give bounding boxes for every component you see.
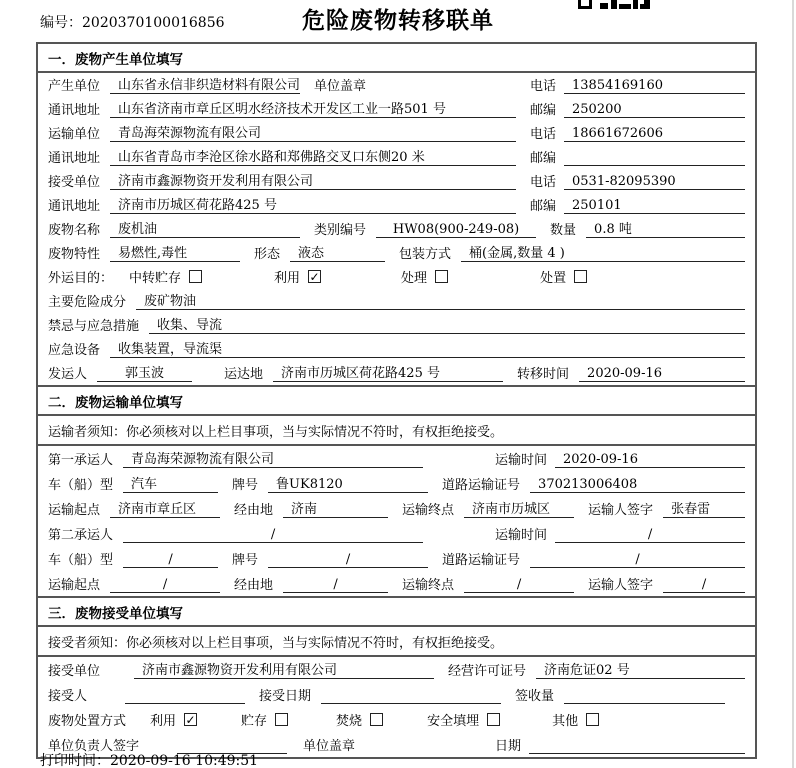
print-time-value: 2020-09-16 10:49:51 — [110, 753, 259, 768]
transporter-phone-value: 18661672606 — [564, 126, 745, 142]
receiver-value: 济南市鑫源物资开发利用有限公司 — [110, 170, 516, 190]
row-receiver-address — [38, 193, 755, 217]
disposal-option-label: 利用 — [150, 714, 177, 729]
route-start-value-2: / — [110, 577, 220, 593]
route-end-value-2: / — [464, 577, 574, 593]
route-via-value: 济南 — [283, 498, 388, 518]
print-time — [40, 750, 258, 768]
transporter-address-label: 通讯地址 — [48, 151, 101, 166]
disposal-option-label: 其他 — [552, 714, 579, 729]
print-time-label: 打印时间： — [40, 753, 110, 768]
disposal-option-utilize — [150, 710, 197, 729]
responsible-sign-label: 单位负责人签字 — [48, 739, 140, 754]
checkbox-unchecked — [487, 713, 500, 726]
row-transporter — [38, 121, 755, 145]
row-receiver — [38, 169, 755, 193]
disposal-option-incinerate — [336, 710, 383, 729]
road-license-value: 370213006408 — [530, 477, 745, 493]
section2-title: 二．废物运输单位填写 — [38, 385, 755, 416]
route-end-label-2: 运输终点 — [402, 578, 455, 593]
route-end-value: 济南市历城区 — [464, 498, 574, 518]
carrier-sign-label: 运输人签字 — [588, 503, 654, 518]
row-producer — [38, 73, 755, 97]
destination-label: 运达地 — [224, 367, 264, 382]
transfer-time-label: 转移时间 — [517, 367, 570, 382]
plate-label-2: 牌号 — [232, 553, 259, 568]
waste-character-value: 易燃性,毒性 — [110, 242, 240, 262]
row-acceptor — [38, 682, 755, 707]
row-emergency-equipment — [38, 337, 755, 361]
receiver-zip-label: 邮编 — [530, 199, 557, 214]
acceptor-label: 接受人 — [48, 689, 88, 704]
signed-quantity-label: 签收量 — [515, 689, 555, 704]
vehicle-type-label: 车（船）型 — [48, 478, 114, 493]
purpose-option-utilize — [274, 267, 321, 286]
checkbox-checked — [184, 713, 197, 726]
producer-value: 山东省永信非织造材料有限公司 — [110, 74, 300, 94]
row-vehicle-2 — [38, 546, 755, 571]
route-via-value-2: / — [283, 577, 388, 593]
producer-address-label: 通讯地址 — [48, 103, 101, 118]
purpose-option-label: 中转贮存 — [129, 271, 182, 286]
transporter-phone-label: 电话 — [530, 127, 557, 142]
plate-value-2: / — [268, 552, 428, 568]
serial-label: 编号： — [40, 15, 82, 31]
waste-quantity-label: 数量 — [550, 223, 577, 238]
packing-label: 包装方式 — [399, 247, 452, 262]
producer-address-value: 山东省济南市章丘区明水经济技术开发区工业一路501 号 — [110, 98, 516, 118]
row-hazard-component — [38, 289, 755, 313]
disposal-option-other — [552, 710, 599, 729]
second-carrier-label: 第二承运人 — [48, 528, 114, 543]
emergency-equipment-label: 应急设备 — [48, 343, 101, 358]
acceptor-notice: 接受者须知：你必须核对以上栏目事项，当与实际情况不符时，有权拒绝接受。 — [38, 627, 755, 657]
acceptor-value — [125, 688, 245, 704]
accept-date-value — [321, 688, 501, 704]
route-start-label: 运输起点 — [48, 503, 101, 518]
checkbox-unchecked — [574, 270, 587, 283]
purpose-option-label: 利用 — [274, 271, 301, 286]
transporter-zip-value — [564, 150, 745, 166]
purpose-option-treat — [401, 267, 448, 286]
checkbox-unchecked — [189, 270, 202, 283]
packing-value: 桶(金属,数量 4 ) — [461, 242, 745, 262]
hazard-component-label: 主要危险成分 — [48, 295, 127, 310]
route-start-label-2: 运输起点 — [48, 578, 101, 593]
section1-title: 一．废物产生单位填写 — [38, 44, 755, 73]
receiver-phone-value: 0531-82095390 — [564, 174, 745, 190]
checkbox-unchecked — [370, 713, 383, 726]
transporter-zip-label: 邮编 — [530, 151, 557, 166]
row-second-carrier — [38, 521, 755, 546]
receiver-address-label: 通讯地址 — [48, 199, 101, 214]
section3-title: 三．废物接受单位填写 — [38, 596, 755, 627]
page-title: 危险废物转移联单 — [302, 8, 494, 34]
operation-license-value: 济南危证02 号 — [536, 659, 745, 679]
checkbox-unchecked — [586, 713, 599, 726]
first-carrier-value: 青岛海荣源物流有限公司 — [123, 448, 423, 468]
row-transporter-address — [38, 145, 755, 169]
producer-phone-label: 电话 — [530, 79, 557, 94]
accept-unit-value: 济南市鑫源物资开发利用有限公司 — [134, 659, 434, 679]
row-disposal-method — [38, 707, 755, 732]
purpose-label: 外运目的： — [48, 271, 114, 286]
row-waste-name — [38, 217, 755, 241]
vehicle-type-value-2: / — [123, 552, 218, 568]
disposal-option-label: 贮存 — [241, 714, 268, 729]
carrier-sign-label-2: 运输人签字 — [588, 578, 654, 593]
producer-zip-value: 250200 — [564, 102, 745, 118]
plate-value: 鲁UK8120 — [268, 473, 428, 493]
waste-form-label: 形态 — [254, 247, 281, 262]
road-license-label: 道路运输证号 — [442, 478, 521, 493]
producer-zip-label: 邮编 — [530, 103, 557, 118]
producer-label: 产生单位 — [48, 79, 101, 94]
row-route-1 — [38, 496, 755, 521]
checkbox-unchecked — [275, 713, 288, 726]
disposal-method-label: 废物处置方式 — [48, 714, 127, 729]
waste-category-value: HW08(900-249-08) — [376, 222, 536, 238]
route-start-value: 济南市章丘区 — [110, 498, 220, 518]
row-waste-character — [38, 241, 755, 265]
receiver-phone-label: 电话 — [530, 175, 557, 190]
accept-unit-label: 接受单位 — [48, 664, 101, 679]
page-edge-line — [792, 0, 794, 768]
producer-phone-value: 13854169160 — [564, 78, 745, 94]
transporter-notice: 运输者须知：你必须核对以上栏目事项，当与实际情况不符时，有权拒绝接受。 — [38, 416, 755, 446]
hazard-component-value: 废矿物油 — [136, 290, 745, 310]
signed-quantity-value — [564, 688, 725, 704]
checkbox-tick: ✓ — [185, 713, 196, 727]
serial-value: 2020370100016856 — [82, 15, 225, 31]
checkbox-unchecked — [435, 270, 448, 283]
vehicle-type-value: 汽车 — [123, 473, 218, 493]
transporter-label: 运输单位 — [48, 127, 101, 142]
row-transfer-purpose — [38, 265, 755, 289]
receiver-label: 接受单位 — [48, 175, 101, 190]
row-vehicle-1 — [38, 471, 755, 496]
road-license-label-2: 道路运输证号 — [442, 553, 521, 568]
accept-date-label: 接受日期 — [259, 689, 312, 704]
transport-time-value: 2020-09-16 — [555, 452, 745, 468]
receiver-address-value: 济南市历城区荷花路425 号 — [110, 194, 516, 214]
route-end-label: 运输终点 — [402, 503, 455, 518]
disposal-option-label: 焚烧 — [336, 714, 363, 729]
disposal-option-label: 安全填埋 — [427, 714, 480, 729]
transporter-value: 青岛海荣源物流有限公司 — [110, 122, 516, 142]
checkbox-tick: ✓ — [309, 270, 320, 284]
first-carrier-label: 第一承运人 — [48, 453, 114, 468]
transport-time-label: 运输时间 — [495, 453, 548, 468]
row-taboo-measures — [38, 313, 755, 337]
shipper-label: 发运人 — [48, 367, 88, 382]
route-via-label-2: 经由地 — [234, 578, 274, 593]
transport-time-label-2: 运输时间 — [495, 528, 548, 543]
waste-character-label: 废物特性 — [48, 247, 101, 262]
carrier-sign-value-2: / — [663, 577, 745, 593]
manifest-form — [36, 42, 757, 759]
waste-name-label: 废物名称 — [48, 223, 101, 238]
sign-date-value — [529, 738, 745, 754]
transport-time-value-2: / — [555, 527, 745, 543]
route-via-label: 经由地 — [234, 503, 274, 518]
unit-seal-label: 单位盖章 — [303, 739, 356, 754]
carrier-sign-value: 张春雷 — [663, 498, 745, 518]
sign-date-label: 日期 — [495, 739, 522, 754]
purpose-option-transfer-storage — [129, 267, 202, 286]
second-carrier-value: / — [123, 527, 423, 543]
purpose-option-dispose — [540, 267, 587, 286]
checkbox-checked — [308, 270, 321, 283]
row-producer-address — [38, 97, 755, 121]
producer-seal-label: 单位盖章 — [314, 79, 367, 94]
disposal-option-landfill — [427, 710, 500, 729]
vehicle-type-label-2: 车（船）型 — [48, 553, 114, 568]
waste-category-label: 类别编号 — [314, 223, 367, 238]
taboo-measures-label: 禁忌与应急措施 — [48, 319, 140, 334]
purpose-option-label: 处理 — [401, 271, 428, 286]
taboo-measures-value: 收集、导流 — [149, 314, 745, 334]
disposal-option-storage — [241, 710, 288, 729]
row-first-carrier — [38, 446, 755, 471]
road-license-value-2: / — [530, 552, 745, 568]
destination-value: 济南市历城区荷花路425 号 — [273, 362, 503, 382]
row-accept-unit — [38, 657, 755, 682]
waste-name-value: 废机油 — [110, 218, 300, 238]
shipper-value: 郭玉波 — [97, 362, 192, 382]
waste-form-value: 液态 — [290, 242, 385, 262]
transfer-time-value: 2020-09-16 — [579, 366, 745, 382]
row-shipper — [38, 361, 755, 385]
operation-license-label: 经营许可证号 — [448, 664, 527, 679]
waste-quantity-value: 0.8 吨 — [586, 218, 745, 238]
qr-code-fragment — [578, 0, 652, 9]
row-route-2 — [38, 571, 755, 596]
transporter-address-value: 山东省青岛市李沧区徐水路和郑佛路交叉口东侧20 米 — [110, 146, 516, 166]
purpose-option-label: 处置 — [540, 271, 567, 286]
plate-label: 牌号 — [232, 478, 259, 493]
receiver-zip-value: 250101 — [564, 198, 745, 214]
emergency-equipment-value: 收集装置，导流渠 — [110, 338, 745, 358]
